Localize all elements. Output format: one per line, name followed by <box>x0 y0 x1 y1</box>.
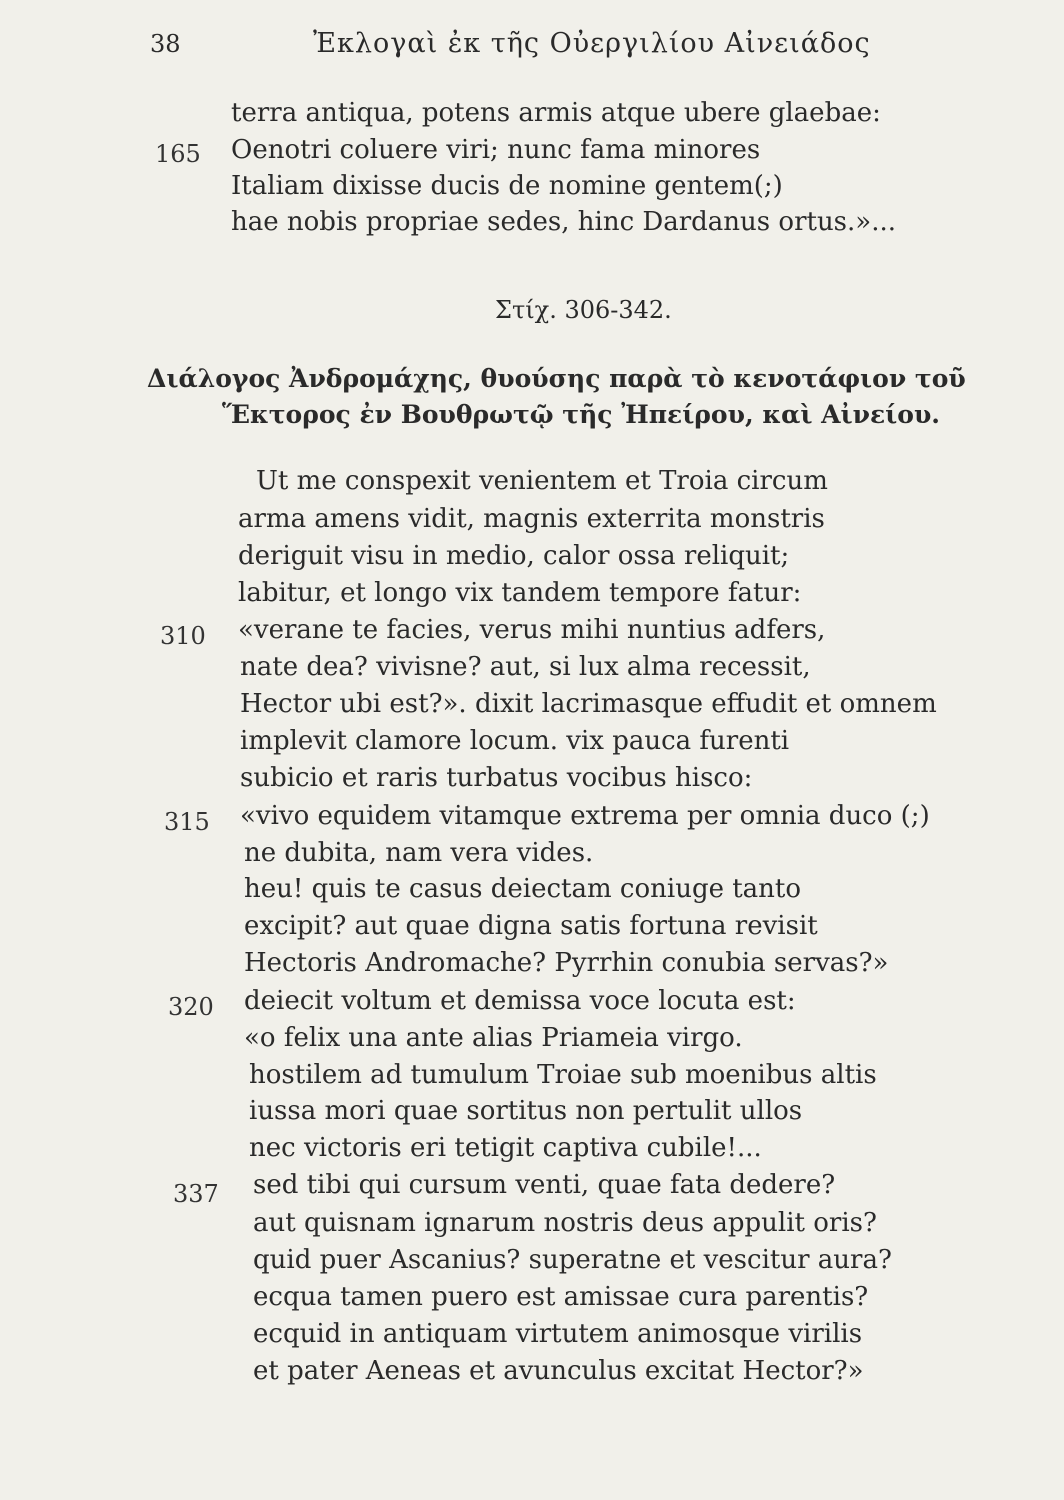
verse-line: Hectoris Andromache? Pyrrhin conubia servas?» <box>244 948 889 978</box>
verse-line: terra antiqua, potens armis atque ubere glaebae: <box>231 98 881 128</box>
verse-line: hae nobis propriae sedes, hinc Dardanus ortus.»... <box>231 207 896 237</box>
verse-line: labitur, et longo vix tandem tempore fatur: <box>238 578 802 608</box>
verse-line: iussa mori quae sortitus non pertulit ullos <box>249 1096 803 1126</box>
verse-line: «verane te facies, verus mihi nuntius adfers, <box>238 615 826 645</box>
line-number: 310 <box>160 622 206 650</box>
verse-line: subicio et raris turbatus vocibus hisco: <box>240 763 753 793</box>
verse-line: heu! quis te casus deiectam coniuge tanto <box>244 874 802 904</box>
verse-line: ecqua tamen puero est amissae cura parentis? <box>253 1282 869 1312</box>
verse-line: ecquid in antiquam virtutem animosque virilis <box>253 1319 863 1349</box>
verse-line: Oenotri coluere viri; nunc fama minores <box>231 135 761 165</box>
verse-line: implevit clamore locum. vix pauca furenti <box>240 726 790 756</box>
verse-line: Ut me conspexit venientem et Troia circum <box>256 466 828 496</box>
verse-line: excipit? aut quae digna satis fortuna revisit <box>244 911 818 941</box>
section-heading: Ἕκτορος ἐν Βουθρωτῷ τῆς Ἠπείρου, καὶ Αἰνείου. <box>222 400 940 429</box>
verse-line: nate dea? vivisne? aut, si lux alma recessit, <box>240 652 811 682</box>
verse-line: ne dubita, nam vera vides. <box>244 838 594 868</box>
verse-line: nec victoris eri tetigit captiva cubile!... <box>249 1133 762 1163</box>
line-number: 165 <box>155 140 201 168</box>
verse-line: «vivo equidem vitamque extrema per omnia duco (;) <box>240 801 930 831</box>
line-number: 337 <box>173 1180 219 1208</box>
verse-line: hostilem ad tumulum Troiae sub moenibus altis <box>249 1060 877 1090</box>
verse-line: arma amens vidit, magnis exterrita monstris <box>238 504 825 534</box>
verse-line: et pater Aeneas et avunculus excitat Hector?» <box>253 1356 864 1386</box>
line-number: 315 <box>164 808 210 836</box>
section-label: Στίχ. 306-342. <box>495 296 672 324</box>
verse-line: quid puer Ascanius? superatne et vescitur aura? <box>253 1245 892 1275</box>
line-number: 320 <box>168 993 214 1021</box>
page-number: 38 <box>150 30 181 58</box>
section-heading: Διάλογος Ἀνδρομάχης, θυούσης παρὰ τὸ κενοτάφιον τοῦ <box>147 364 966 393</box>
verse-line: Italiam dixisse ducis de nomine gentem(;) <box>231 171 783 201</box>
verse-line: «o felix una ante alias Priameia virgo. <box>244 1023 743 1053</box>
running-title: Ἐκλογαὶ ἐκ τῆς Οὐεργιλίου Αἰνειάδος <box>313 28 871 59</box>
verse-line: Hector ubi est?». dixit lacrimasque effudit et omnem <box>240 689 937 719</box>
verse-line: aut quisnam ignarum nostris deus appulit oris? <box>253 1208 877 1238</box>
verse-line: sed tibi qui cursum venti, quae fata dedere? <box>253 1170 836 1200</box>
verse-line: deiecit voltum et demissa voce locuta est: <box>244 986 796 1016</box>
verse-line: deriguit visu in medio, calor ossa reliquit; <box>238 541 790 571</box>
